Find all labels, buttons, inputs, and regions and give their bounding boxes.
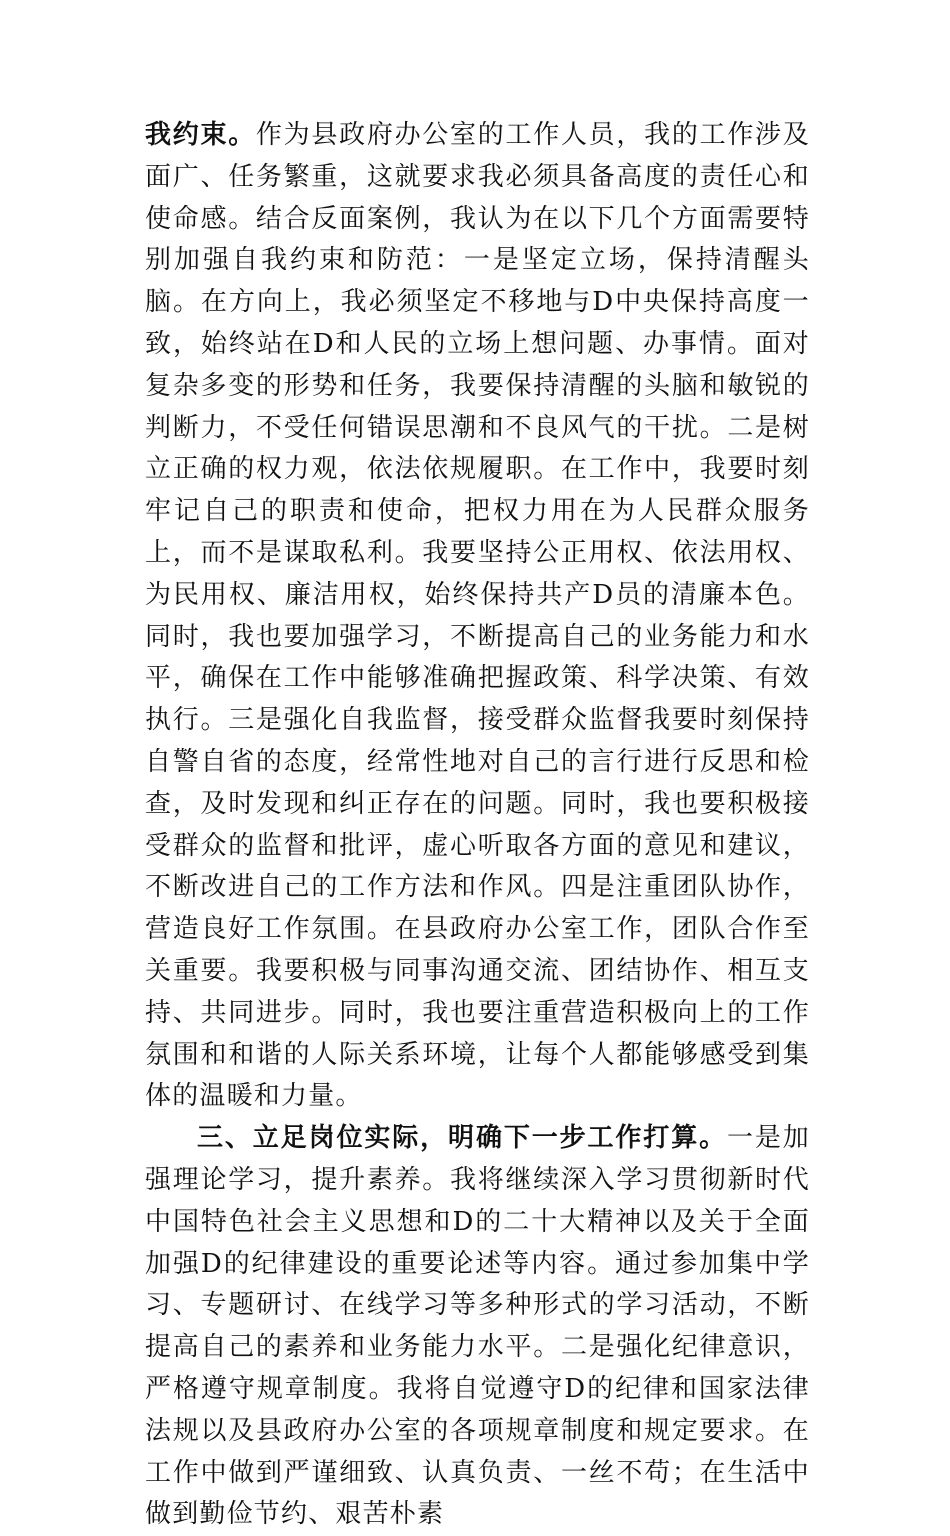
body-text — [145, 115, 810, 1536]
paragraph-continuation — [145, 115, 810, 1118]
section-heading: 三、立足岗位实际，明确下一步工作打算。 — [197, 1123, 727, 1154]
paragraph-text: 一是加强理论学习，提升素养。我将继续深入学习贯彻新时代中国特色社会主义思想和D的二十大精神以及关于全面加强D的纪律建设的重要论述等内容。通过参加集中学习、专题研讨、在线学习等多种形式的学习活动，不断提高自己的素养和业务能力水平。二是强化纪律意识，严格遵守规章制度。我将自觉遵守D的纪律和国家法律法规以及县政府办公室的各项规章制度和规定要求。在工作中做到严谨细致、认真负责、一丝不苟；在生活中做到勤俭节约、艰苦朴素 — [145, 1123, 810, 1530]
bold-lead-text: 我约束。 — [145, 120, 256, 150]
paragraph-section-three — [145, 1118, 810, 1536]
paragraph-text: 作为县政府办公室的工作人员，我的工作涉及面广、任务繁重，这就要求我必须具备高度的责任心和使命感。结合反面案例，我认为在以下几个方面需要特别加强自我约束和防范：一是坚定立场，保持清醒头脑。在方向上，我必须坚定不移地与D中央保持高度一致，始终站在D和人民的立场上想问题、办事情。面对复杂多变的形势和任务，我要保持清醒的头脑和敏锐的判断力，不受任何错误思潮和不良风气的干扰。二是树立正确的权力观，依法依规履职。在工作中，我要时刻牢记自己的职责和使命，把权力用在为人民群众服务上，而不是谋取私利。我要坚持公正用权、依法用权、为民用权、廉洁用权，始终保持共产D员的清廉本色。同时，我也要加强学习，不断提高自己的业务能力和水平，确保在工作中能够准确把握政策、科学决策、有效执行。三是强化自我监督，接受群众监督我要时刻保持自警自省的态度，经常性地对自己的言行进行反思和检查，及时发现和纠正存在的问题。同时，我也要积极接受群众的监督和批评，虚心听取各方面的意见和建议，不断改进自己的工作方法和作风。四是注重团队协作，营造良好工作氛围。在县政府办公室工作，团队合作至关重要。我要积极与同事沟通交流、团结协作、相互支持、共同进步。同时，我也要注重营造积极向上的工作氛围和和谐的人际关系环境，让每个人都能够感受到集体的温暖和力量。 — [145, 120, 810, 1112]
